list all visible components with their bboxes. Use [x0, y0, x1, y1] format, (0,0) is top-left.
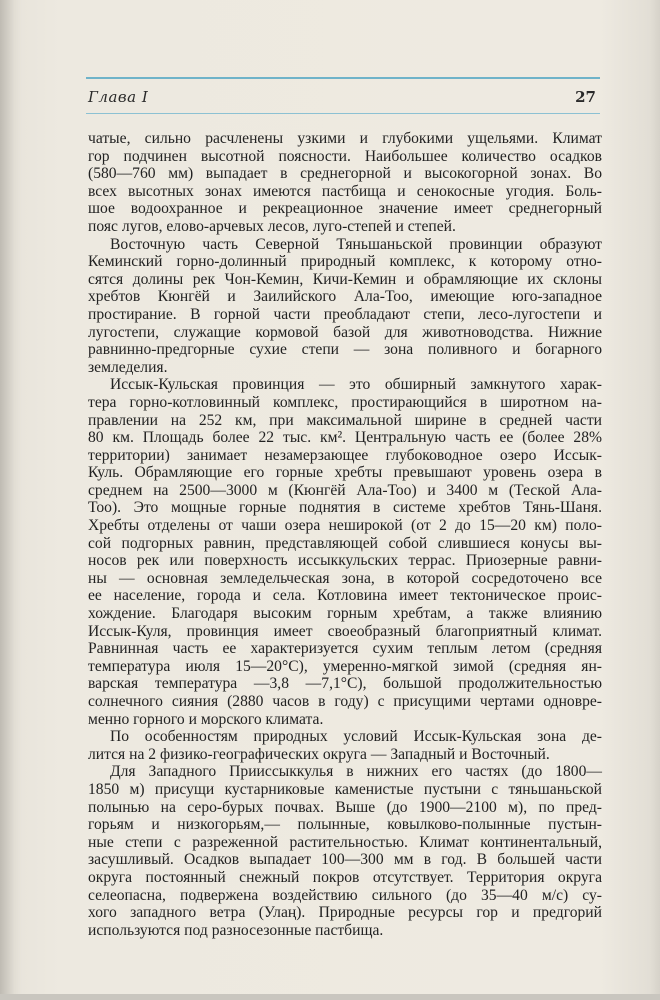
top-rule — [86, 77, 600, 79]
page-number: 27 — [575, 88, 596, 106]
text-line: температура июля 15—20°C), умеренно-мягкой зимой (средняя ян- — [88, 657, 602, 675]
text-line: солнечного сияния (2880 часов в году) с присущими чертами одновре- — [88, 693, 602, 710]
text-line: округа постоянный снежный покров отсутствует. Территория округа — [88, 868, 602, 886]
text-line: пояс лугов, елово-арчевых лесов, луго-степей и степей. — [88, 217, 456, 235]
text-line: простирание. В горной части преобладают степи, лесо-лугостепи и — [88, 305, 602, 323]
text-line: варская температура —3,8 —7,1°C), большой продолжительностью — [88, 675, 602, 693]
text-line: сой подгорных равнин, представляющей собой слившиеся конусы вы- — [88, 534, 602, 552]
text-line: ные степи с разреженной растительностью. Климат континентальный, — [88, 833, 602, 851]
text-line: шое водоохранное и рекреационное значение имеет среднегорный — [88, 200, 602, 218]
text-line: ны — основная земледельческая зона, в которой сосредоточено все — [88, 569, 602, 587]
text-line: используются под разносезонные пастбища. — [88, 921, 384, 939]
text-line: чатые, сильно расчленены узкими и глубокими ущельями. Климат — [88, 130, 602, 147]
text-line: Хребты отделены от чаши озера неширокой (от 2 до 15—20 км) поло- — [88, 517, 602, 535]
text-line: земледелия. — [88, 358, 168, 376]
text-line: Кеминский горно-долинный природный комплекс, к которому отно- — [88, 253, 602, 271]
paragraph — [88, 763, 602, 939]
text-line: всех высотных зонах имеются пастбища и сенокосные угодия. Боль- — [88, 182, 602, 200]
running-head — [88, 88, 598, 106]
text-line: хождение. Благодаря высоким горным хребтам, а также влиянию — [88, 605, 602, 623]
text-line: гор подчинен высотной поясности. Наибольшее количество осадков — [88, 147, 602, 165]
text-line: селеопасна, подвержена воздействию сильного (до 35—40 м/с) су- — [88, 886, 602, 904]
text-line: лугостепи, служащие кормовой базой для животноводства. Нижние — [88, 323, 602, 341]
body-text — [88, 130, 602, 939]
text-line: Иссык-Куля, провинция имеет своеобразный благоприятный климат. — [88, 622, 602, 640]
text-line: носов рек или поверхность иссыккульских террас. Приозерные равни- — [88, 552, 602, 570]
text-line: менно горного и морского климата. — [88, 710, 324, 728]
text-line: правлении на 252 км, при максимальной ширине в средней части — [88, 411, 602, 429]
text-line: среднем на 2500—3000 м (Кюнгёй Ала-Тоо) и 3400 м (Теской Ала- — [88, 481, 602, 499]
text-line: сятся долины рек Чон-Кемин, Кичи-Кемин и обрамляющие их склоны — [88, 270, 602, 288]
text-line: хого западного ветра (Улаң). Природные ресурсы гор и предгорий — [88, 904, 602, 922]
chapter-title: Глава I — [88, 88, 149, 106]
text-line: Иссык-Кульская провинция — это обширный замкнутого харак- — [110, 376, 602, 394]
text-line: лится на 2 физико-географических округа — Западный и Восточный. — [88, 745, 550, 763]
text-line: полынью на серо-бурых почвах. Выше (до 1900—2100 м), по пред- — [88, 798, 602, 816]
text-line: (580—760 мм) выпадает в среднегорной и высокогорной зонах. Во — [88, 165, 602, 183]
text-line: Для Западного Прииссыккулья в нижних его частях (до 1800— — [110, 763, 602, 781]
text-line: По особенностям природных условий Иссык-Кульская зона де- — [110, 728, 602, 746]
text-line: территории) занимает незамерзающее глубоководное озеро Иссык- — [88, 446, 602, 464]
text-line: горьям и низкогорьям,— полынные, ковылково-полынные пустын- — [88, 816, 602, 834]
paragraph — [88, 236, 602, 377]
text-line: 1850 м) присущи кустарниковые каменистые пустыни с тяньшаньской — [88, 780, 602, 798]
text-line: засушливый. Осадков выпадает 100—300 мм в год. В большей части — [88, 851, 602, 869]
text-line: хребтов Кюнгёй и Заилийского Ала-Тоо, имеющие юго-западное — [88, 288, 602, 306]
text-line: Восточную часть Северной Тяньшаньской провинции образуют — [110, 235, 602, 253]
paragraph — [88, 376, 602, 728]
page-gutter-shadow — [0, 0, 14, 1000]
text-line: 80 км. Площадь более 22 тыс. км². Центральную часть ее (более 28% — [88, 429, 602, 447]
text-line: равнинно-предгорные сухие степи — зона поливного и богарного — [88, 341, 602, 359]
paragraph — [88, 728, 602, 763]
text-line: ее население, города и села. Котловина имеет тектоническое проис- — [88, 587, 602, 605]
text-line: тера горно-котловинный комплекс, простирающийся в широтном на- — [88, 393, 602, 411]
text-line: Тоо). Это мощные горные поднятия в системе хребтов Тянь-Шаня. — [88, 499, 602, 517]
text-line: Равнинная часть ее характеризуется сухим теплым летом (средняя — [88, 640, 602, 658]
scan-bottom-edge — [0, 994, 660, 1000]
text-line: Куль. Обрамляющие его горные хребты превышают уровень озера в — [88, 464, 602, 482]
header-rule — [86, 113, 600, 114]
paragraph — [88, 130, 602, 236]
